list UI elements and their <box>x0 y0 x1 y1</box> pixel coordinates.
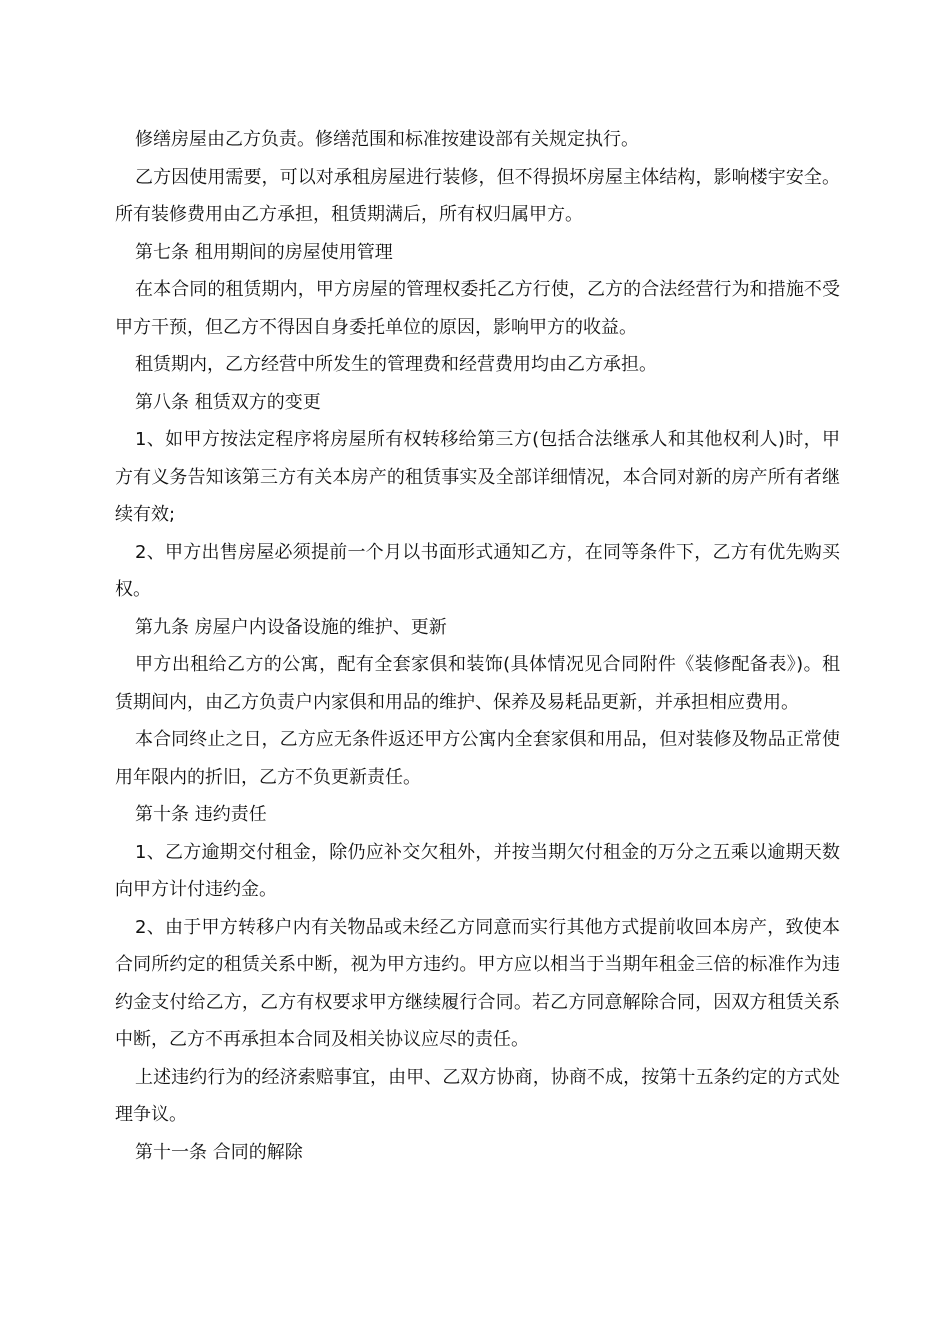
paragraph-dispute-resolution: 上述违约行为的经济索赔事宜，由甲、乙双方协商，协商不成，按第十五条约定的方式处理争议。 <box>115 1066 840 1125</box>
paragraph-termination-return: 本合同终止之日，乙方应无条件返还甲方公寓内全套家俱和用品，但对装修及物品正常使用年限内的折旧，乙方不负更新责任。 <box>115 729 840 788</box>
article-11-heading: 第十一条 合同的解除 <box>135 1141 303 1163</box>
paragraph-preemptive-right: 2、甲方出售房屋必须提前一个月以书面形式通知乙方，在同等条件下，乙方有优先购买权。 <box>115 541 840 600</box>
paragraph-furniture-maintenance: 甲方出租给乙方的公寓，配有全套家俱和装饰(具体情况见合同附件《装修配备表》)。租赁期间内，由乙方负责户内家俱和用品的维护、保养及易耗品更新，并承担相应费用。 <box>115 654 840 713</box>
article-9-heading: 第九条 房屋户内设备设施的维护、更新 <box>135 616 447 638</box>
article-7-heading: 第七条 租用期间的房屋使用管理 <box>135 241 393 263</box>
paragraph-repair-responsibility: 修缮房屋由乙方负责。修缮范围和标准按建设部有关规定执行。 <box>135 129 639 150</box>
paragraph-management-rights: 在本合同的租赁期内，甲方房屋的管理权委托乙方行使，乙方的合法经营行为和措施不受甲方干预，但乙方不得因自身委托单位的原因，影响甲方的收益。 <box>115 279 840 338</box>
paragraph-landlord-breach: 2、由于甲方转移户内有关物品或未经乙方同意而实行其他方式提前收回本房产，致使本合同所约定的租赁关系中断，视为甲方违约。甲方应以相当于当期年租金三倍的标准作为违约金支付给乙方，乙方有权要求甲方继续履行合同。若乙方同意解除合同，因双方租赁关系中断，乙方不再承担本合同及相关协议应尽的责任。 <box>115 916 840 1050</box>
article-8-heading: 第八条 租赁双方的变更 <box>135 391 321 413</box>
paragraph-late-rent-penalty: 1、乙方逾期交付租金，除仍应补交欠租外，并按当期欠付租金的万分之五乘以逾期天数向甲方计付违约金。 <box>115 841 840 900</box>
paragraph-ownership-transfer: 1、如甲方按法定程序将房屋所有权转移给第三方(包括合法继承人和其他权利人)时，甲方有义务告知该第三方有关本房产的租赁事实及全部详细情况，本合同对新的房产所有者继续有效; <box>115 429 840 525</box>
paragraph-management-fees: 租赁期内，乙方经营中所发生的管理费和经营费用均由乙方承担。 <box>135 354 657 375</box>
document-body <box>115 121 840 1171</box>
paragraph-decoration: 乙方因使用需要，可以对承租房屋进行装修，但不得损坏房屋主体结构，影响楼宇安全。所有装修费用由乙方承担，租赁期满后，所有权归属甲方。 <box>115 166 840 225</box>
article-10-heading: 第十条 违约责任 <box>135 804 267 825</box>
